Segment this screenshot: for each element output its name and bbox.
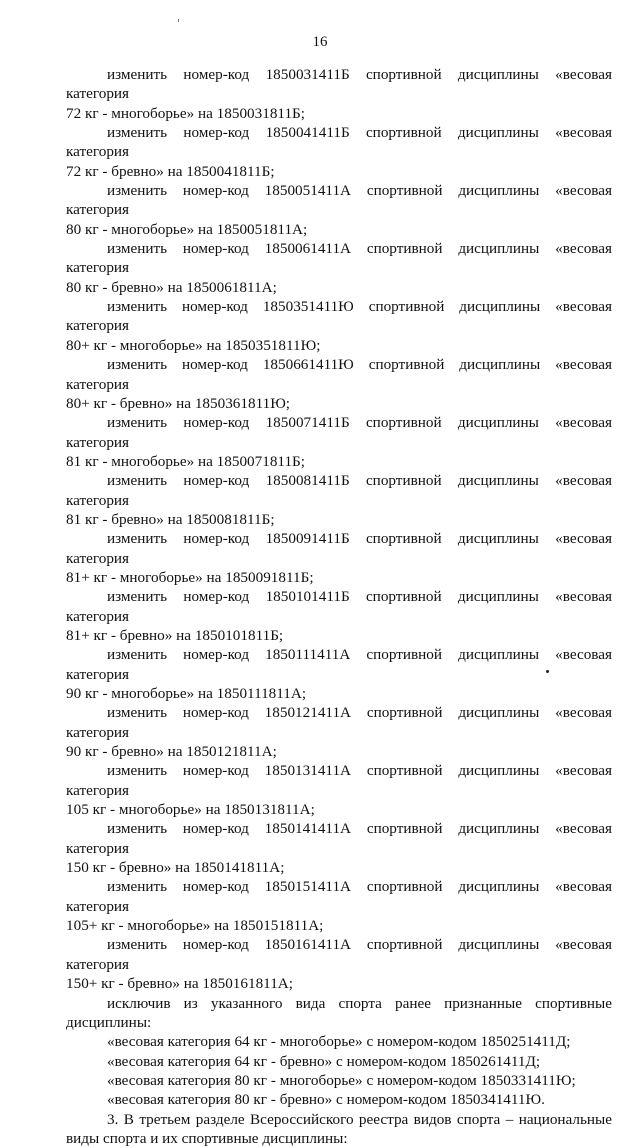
scan-dot <box>546 670 549 673</box>
amendment-line: изменить номер-код 1850071411Б спортивной дисциплины «весовая категория <box>66 414 612 451</box>
section-3-heading: 3. В третьем разделе Всероссийского реестра видов спорта – национальные <box>107 1110 612 1128</box>
amendment-line: изменить номер-код 1850081411Б спортивной дисциплины «весовая категория <box>66 472 612 509</box>
amendment-line: изменить номер-код 1850151411А спортивной дисциплины «весовая категория <box>66 878 612 915</box>
amendment-line: изменить номер-код 1850111411А спортивной дисциплины «весовая категория <box>66 646 612 683</box>
amendment-continuation: 81 кг - многоборье» на 1850071811Б; <box>66 452 305 470</box>
amendment-continuation: 80+ кг - многоборье» на 1850351811Ю; <box>66 336 321 354</box>
amendment-continuation: 105 кг - многоборье» на 1850131811А; <box>66 801 315 819</box>
amendment-list <box>66 65 612 994</box>
amendment-line: изменить номер-код 1850131411А спортивной дисциплины «весовая категория <box>66 762 612 799</box>
exclusion-intro: исключив из указанного вида спорта ранее признанные спортивные <box>107 994 612 1012</box>
excluded-discipline-item: «весовая категория 80 кг - многоборье» с номером-кодом 1850331411Ю; <box>107 1071 576 1089</box>
amendment-line: изменить номер-код 1850041411Б спортивной дисциплины «весовая категория <box>66 124 612 161</box>
amendment-line: изменить номер-код 1850091411Б спортивной дисциплины «весовая категория <box>66 530 612 567</box>
amendment-line: изменить номер-код 1850661411Ю спортивной дисциплины «весовая категория <box>66 356 612 393</box>
amendment-continuation: 81+ кг - многоборье» на 1850091811Б; <box>66 568 314 586</box>
amendment-continuation: 105+ кг - многоборье» на 1850151811А; <box>66 917 324 935</box>
amendment-continuation: 150 кг - бревно» на 1850141811А; <box>66 859 285 877</box>
amendment-line: изменить номер-код 1850101411Б спортивной дисциплины «весовая категория <box>66 588 612 625</box>
excluded-discipline-item: «весовая категория 64 кг - бревно» с номером-кодом 1850261411Д; <box>107 1052 541 1070</box>
amendment-continuation: 81+ кг - бревно» на 1850101811Б; <box>66 626 284 644</box>
page-number: 16 <box>312 34 328 50</box>
amendment-continuation: 81 кг - бревно» на 1850081811Б; <box>66 510 275 528</box>
scan-mark <box>178 19 179 22</box>
amendment-continuation: 72 кг - многоборье» на 1850031811Б; <box>66 104 305 122</box>
amendment-continuation: 72 кг - бревно» на 1850041811Б; <box>66 162 275 180</box>
excluded-discipline-item: «весовая категория 64 кг - многоборье» с номером-кодом 1850251411Д; <box>107 1033 571 1051</box>
amendment-continuation: 90 кг - бревно» на 1850121811А; <box>66 743 277 761</box>
excluded-discipline-item: «весовая категория 80 кг - бревно» с номером-кодом 1850341411Ю. <box>107 1091 545 1109</box>
exclusion-intro-continuation: дисциплины: <box>66 1013 152 1031</box>
amendment-continuation: 80 кг - многоборье» на 1850051811А; <box>66 220 308 238</box>
amendment-line: изменить номер-код 1850141411А спортивной дисциплины «весовая категория <box>66 820 612 857</box>
amendment-continuation: 80+ кг - бревно» на 1850361811Ю; <box>66 394 291 412</box>
amendment-line: изменить номер-код 1850161411А спортивной дисциплины «весовая категория <box>66 936 612 973</box>
amendment-line: изменить номер-код 1850031411Б спортивной дисциплины «весовая категория <box>66 66 612 103</box>
amendment-line: изменить номер-код 1850051411А спортивной дисциплины «весовая категория <box>66 182 612 219</box>
amendment-line: изменить номер-код 1850351411Ю спортивной дисциплины «весовая категория <box>66 298 612 335</box>
excluded-disciplines-list <box>66 1032 612 1109</box>
amendment-continuation: 150+ кг - бревно» на 1850161811А; <box>66 975 293 993</box>
section-3-heading-continuation: виды спорта и их спортивные дисциплины: <box>66 1129 348 1147</box>
document-body <box>66 65 612 1148</box>
amendment-line: изменить номер-код 1850061411А спортивной дисциплины «весовая категория <box>66 240 612 277</box>
amendment-continuation: 80 кг - бревно» на 1850061811А; <box>66 278 277 296</box>
amendment-line: изменить номер-код 1850121411А спортивной дисциплины «весовая категория <box>66 704 612 741</box>
amendment-continuation: 90 кг - многоборье» на 1850111811А; <box>66 685 307 702</box>
